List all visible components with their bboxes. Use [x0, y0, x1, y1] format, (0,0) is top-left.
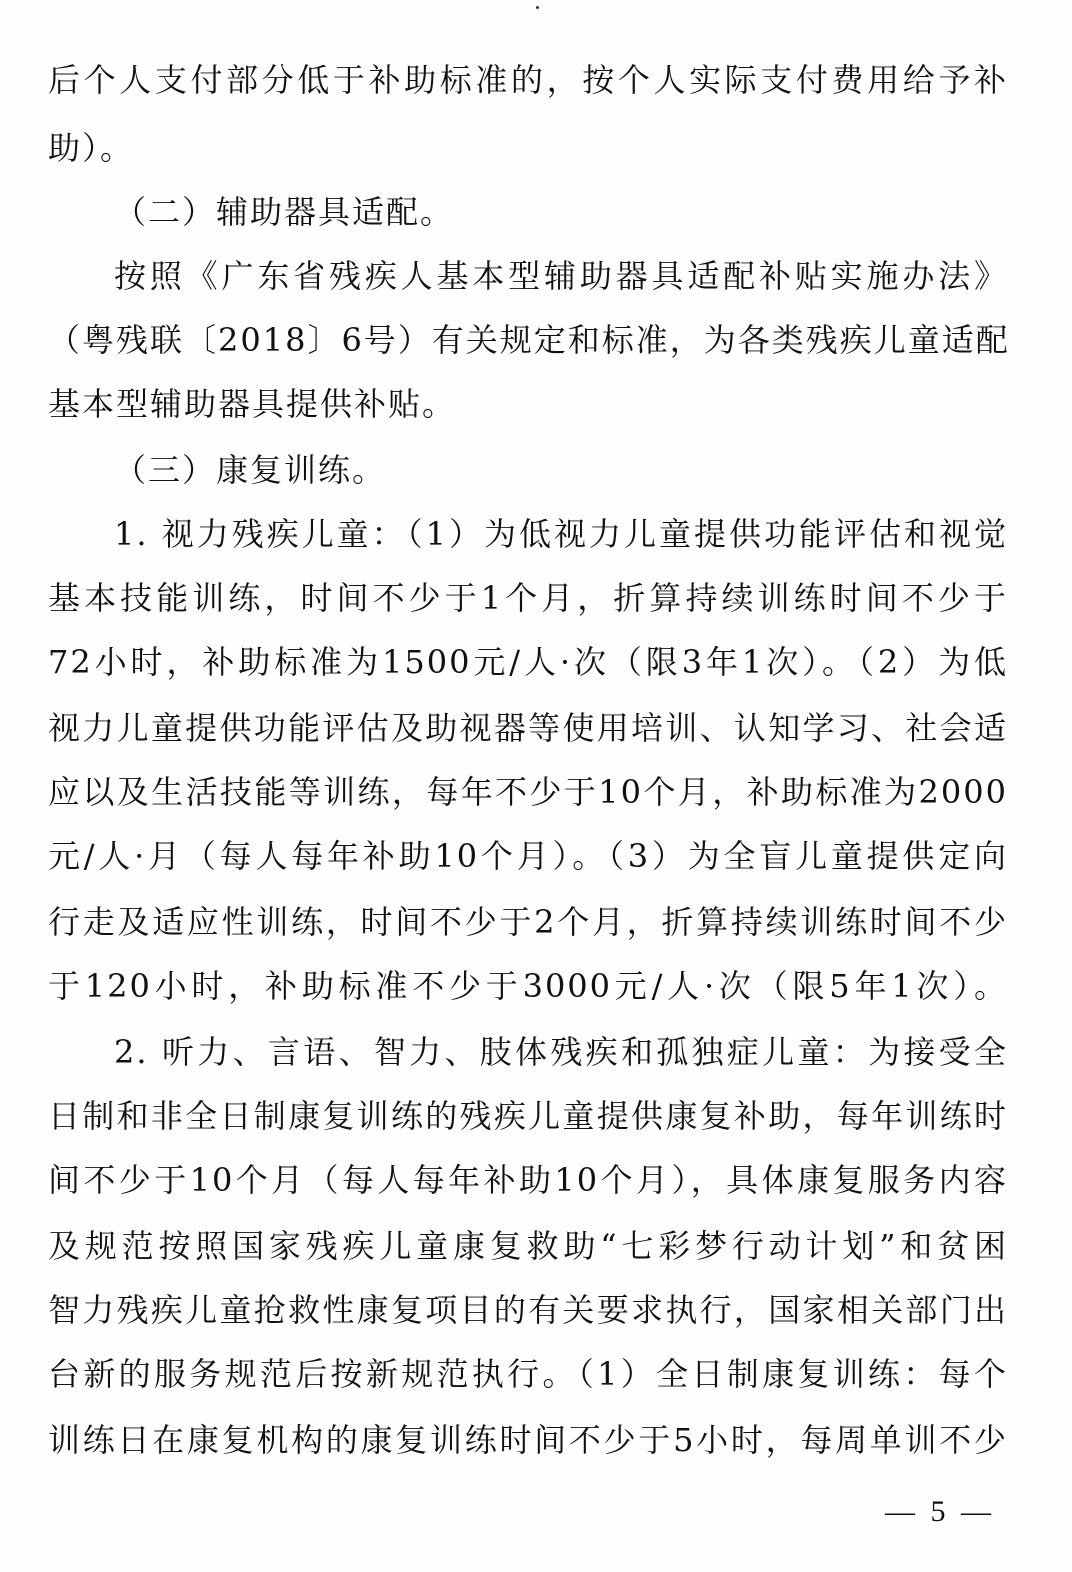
- text-line-9: 基本技能训练，时间不少于1个月，折算持续训练时间不少于: [48, 579, 1008, 617]
- text-line-8: 1. 视力残疾儿童：（1）为低视力儿童提供功能评估和视觉: [114, 515, 1008, 553]
- text-line-2: 助）。: [48, 129, 135, 167]
- text-line-13: 元/人·月（每人每年补助10个月）。（3）为全盲儿童提供定向: [48, 837, 1008, 875]
- text-line-20: 智力残疾儿童抢救性康复项目的有关要求执行，国家相关部门出: [48, 1291, 1008, 1329]
- text-line-1: 后个人支付部分低于补助标准的，按个人实际支付费用给予补: [48, 61, 1008, 99]
- text-line-17: 日制和非全日制康复训练的残疾儿童提供康复补助，每年训练时: [48, 1097, 1008, 1135]
- text-line-16: 2. 听力、言语、智力、肢体残疾和孤独症儿童：为接受全: [114, 1033, 1008, 1071]
- text-line-19: 及规范按照国家残疾儿童康复救助“七彩梦行动计划”和贫困: [48, 1227, 1008, 1265]
- section-heading-2: （二）辅助器具适配。: [114, 193, 455, 231]
- text-line-21: 台新的服务规范后按新规范执行。（1）全日制康复训练：每个: [48, 1355, 1008, 1393]
- text-line-22: 训练日在康复机构的康复训练时间不少于5小时，每周单训不少: [48, 1421, 1008, 1459]
- text-line-12: 应以及生活技能等训练，每年不少于10个月，补助标准为2000: [48, 773, 1008, 811]
- text-line-10: 72小时，补助标准为1500元/人·次（限3年1次）。（2）为低: [48, 643, 1008, 681]
- page-number: — 5 —: [885, 1495, 995, 1528]
- text-line-14: 行走及适应性训练，时间不少于2个月，折算持续训练时间不少: [48, 903, 1008, 941]
- text-line-15: 于120小时，补助标准不少于3000元/人·次（限5年1次）。: [48, 967, 1008, 1005]
- text-line-4: 按照《广东省残疾人基本型辅助器具适配补贴实施办法》: [114, 257, 1008, 295]
- section-heading-3: （三）康复训练。: [114, 451, 387, 489]
- text-line-18: 间不少于10个月（每人每年补助10个月），具体康复服务内容: [48, 1161, 1008, 1199]
- text-line-5: （粤残联〔2018〕6号）有关规定和标准，为各类残疾儿童适配: [48, 321, 1010, 359]
- text-line-6: 基本型辅助器具提供补贴。: [48, 385, 457, 423]
- scan-speck: [536, 6, 539, 9]
- text-line-11: 视力儿童提供功能评估及助视器等使用培训、认知学习、社会适: [48, 709, 1008, 747]
